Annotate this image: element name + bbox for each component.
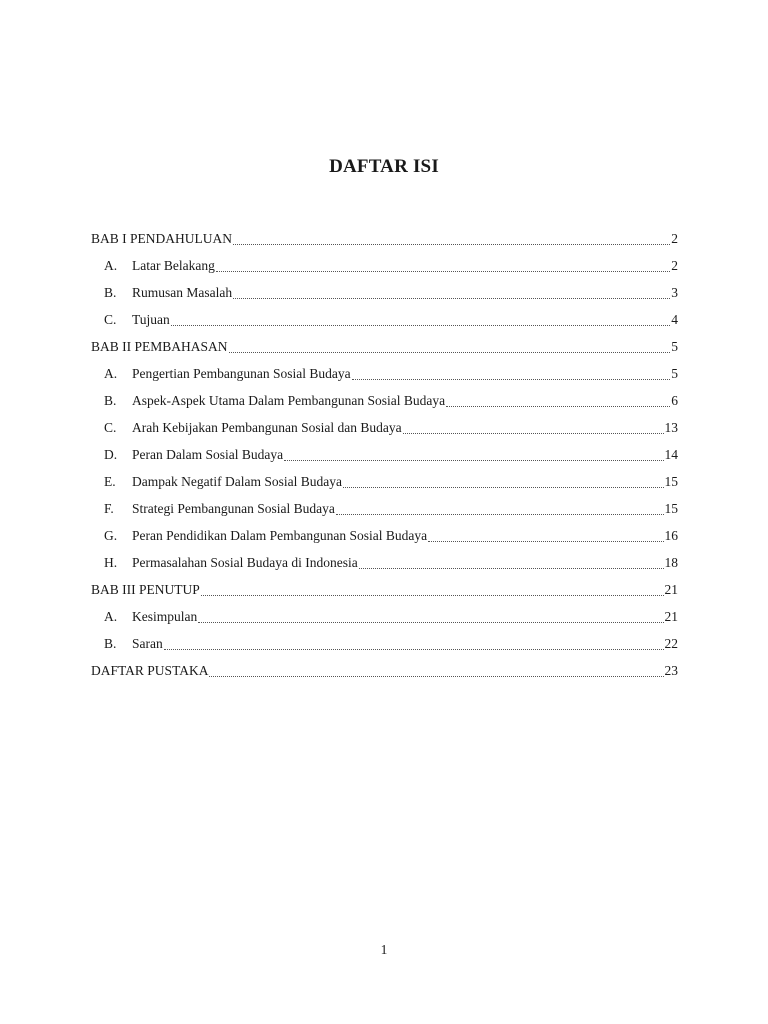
toc-entry-page: 21 — [664, 609, 678, 624]
dot-leader — [336, 502, 664, 515]
toc-entry-letter: E. — [104, 474, 116, 489]
toc-entry-page: 22 — [664, 636, 678, 651]
dot-leader — [229, 340, 671, 353]
dot-leader — [343, 475, 664, 488]
toc-entry-label: Kesimpulan — [132, 609, 198, 624]
dot-leader — [446, 394, 670, 407]
toc-entry-peran — [104, 445, 678, 465]
toc-entry-label: BAB II PEMBAHASAN — [91, 339, 228, 354]
toc-entry-label: Saran — [132, 636, 163, 651]
toc-entry-label: Pengertian Pembangunan Sosial Budaya — [132, 366, 351, 381]
toc-entry-letter: G. — [104, 528, 118, 543]
toc-entry-page: 13 — [664, 420, 678, 435]
toc-entry-label: Dampak Negatif Dalam Sosial Budaya — [132, 474, 342, 489]
toc-entry-letter: A. — [104, 609, 118, 624]
toc-entry-label: Permasalahan Sosial Budaya di Indonesia — [132, 555, 358, 570]
toc-entry-page: 23 — [664, 663, 678, 678]
dot-leader — [233, 286, 670, 299]
toc-entry-page: 3 — [671, 285, 678, 300]
toc-entry-label: Peran Dalam Sosial Budaya — [132, 447, 284, 462]
toc-entry-letter: C. — [104, 312, 117, 327]
footer-page-number: 1 — [380, 942, 388, 957]
toc-entry-letter: D. — [104, 447, 118, 462]
toc-entry-page: 15 — [664, 474, 678, 489]
page-title: DAFTAR ISI — [329, 156, 439, 177]
dot-leader — [284, 448, 663, 461]
dot-leader — [209, 664, 663, 677]
toc-entry-strategi — [104, 499, 678, 519]
toc-entry-label: Latar Belakang — [132, 258, 215, 273]
dot-leader — [216, 259, 670, 272]
toc-entry-page: 4 — [671, 312, 678, 327]
toc-entry-page: 14 — [664, 447, 678, 462]
toc-entry-letter: B. — [104, 285, 117, 300]
toc-entry-page: 21 — [664, 582, 678, 597]
toc-entry-page: 5 — [671, 366, 678, 381]
toc-entry-letter: B. — [104, 636, 117, 651]
toc-entry-label: DAFTAR PUSTAKA — [91, 663, 209, 678]
dot-leader — [171, 313, 670, 326]
dot-leader — [428, 529, 663, 542]
toc-entry-bab-2 — [91, 337, 678, 357]
toc-entry-pengertian — [104, 364, 678, 384]
toc-entry-letter: F. — [104, 501, 114, 516]
toc-entry-label: BAB I PENDAHULUAN — [91, 231, 232, 246]
toc-entry-latar-belakang — [104, 256, 678, 276]
toc-entry-letter: B. — [104, 393, 117, 408]
toc-entry-dampak-negatif — [104, 472, 678, 492]
toc-entry-letter: H. — [104, 555, 118, 570]
toc-entry-label: Peran Pendidikan Dalam Pembangunan Sosial Budaya — [132, 528, 428, 543]
toc-entry-label: Tujuan — [132, 312, 170, 327]
toc-entry-permasalahan — [104, 553, 678, 573]
toc-entry-label: Strategi Pembangunan Sosial Budaya — [132, 501, 335, 516]
toc-entry-kesimpulan — [104, 607, 678, 627]
dot-leader — [403, 421, 664, 434]
toc-entry-label: Arah Kebijakan Pembangunan Sosial dan Budaya — [132, 420, 402, 435]
toc-entry-page: 15 — [664, 501, 678, 516]
toc-entry-tujuan — [104, 310, 678, 330]
toc-entry-arah-kebijakan — [104, 418, 678, 438]
toc-entry-label: BAB III PENUTUP — [91, 582, 200, 597]
toc-entry-page: 2 — [671, 231, 678, 246]
dot-leader — [352, 367, 671, 380]
toc-entry-letter: A. — [104, 366, 118, 381]
toc-entry-saran — [104, 634, 678, 654]
toc-entry-daftar-pustaka — [91, 661, 678, 681]
toc-entry-letter: C. — [104, 420, 117, 435]
dot-leader — [201, 583, 664, 596]
toc-entry-page: 16 — [664, 528, 678, 543]
toc-entry-page: 6 — [671, 393, 678, 408]
toc-entry-page: 2 — [671, 258, 678, 273]
toc-entry-letter: A. — [104, 258, 118, 273]
toc-entry-bab-1 — [91, 229, 678, 249]
dot-leader — [198, 610, 663, 623]
toc-entry-aspek-aspek — [104, 391, 678, 411]
dot-leader — [233, 232, 670, 245]
toc-entry-peran-pendidikan — [104, 526, 678, 546]
toc-entry-bab-3 — [91, 580, 678, 600]
toc-entry-page: 18 — [664, 555, 678, 570]
toc-entry-label: Aspek-Aspek Utama Dalam Pembangunan Sosial Budaya — [132, 393, 446, 408]
dot-leader — [359, 556, 664, 569]
toc-entry-page: 5 — [671, 339, 678, 354]
toc-entry-label: Rumusan Masalah — [132, 285, 233, 300]
dot-leader — [164, 637, 664, 650]
toc-entry-rumusan-masalah — [104, 283, 678, 303]
